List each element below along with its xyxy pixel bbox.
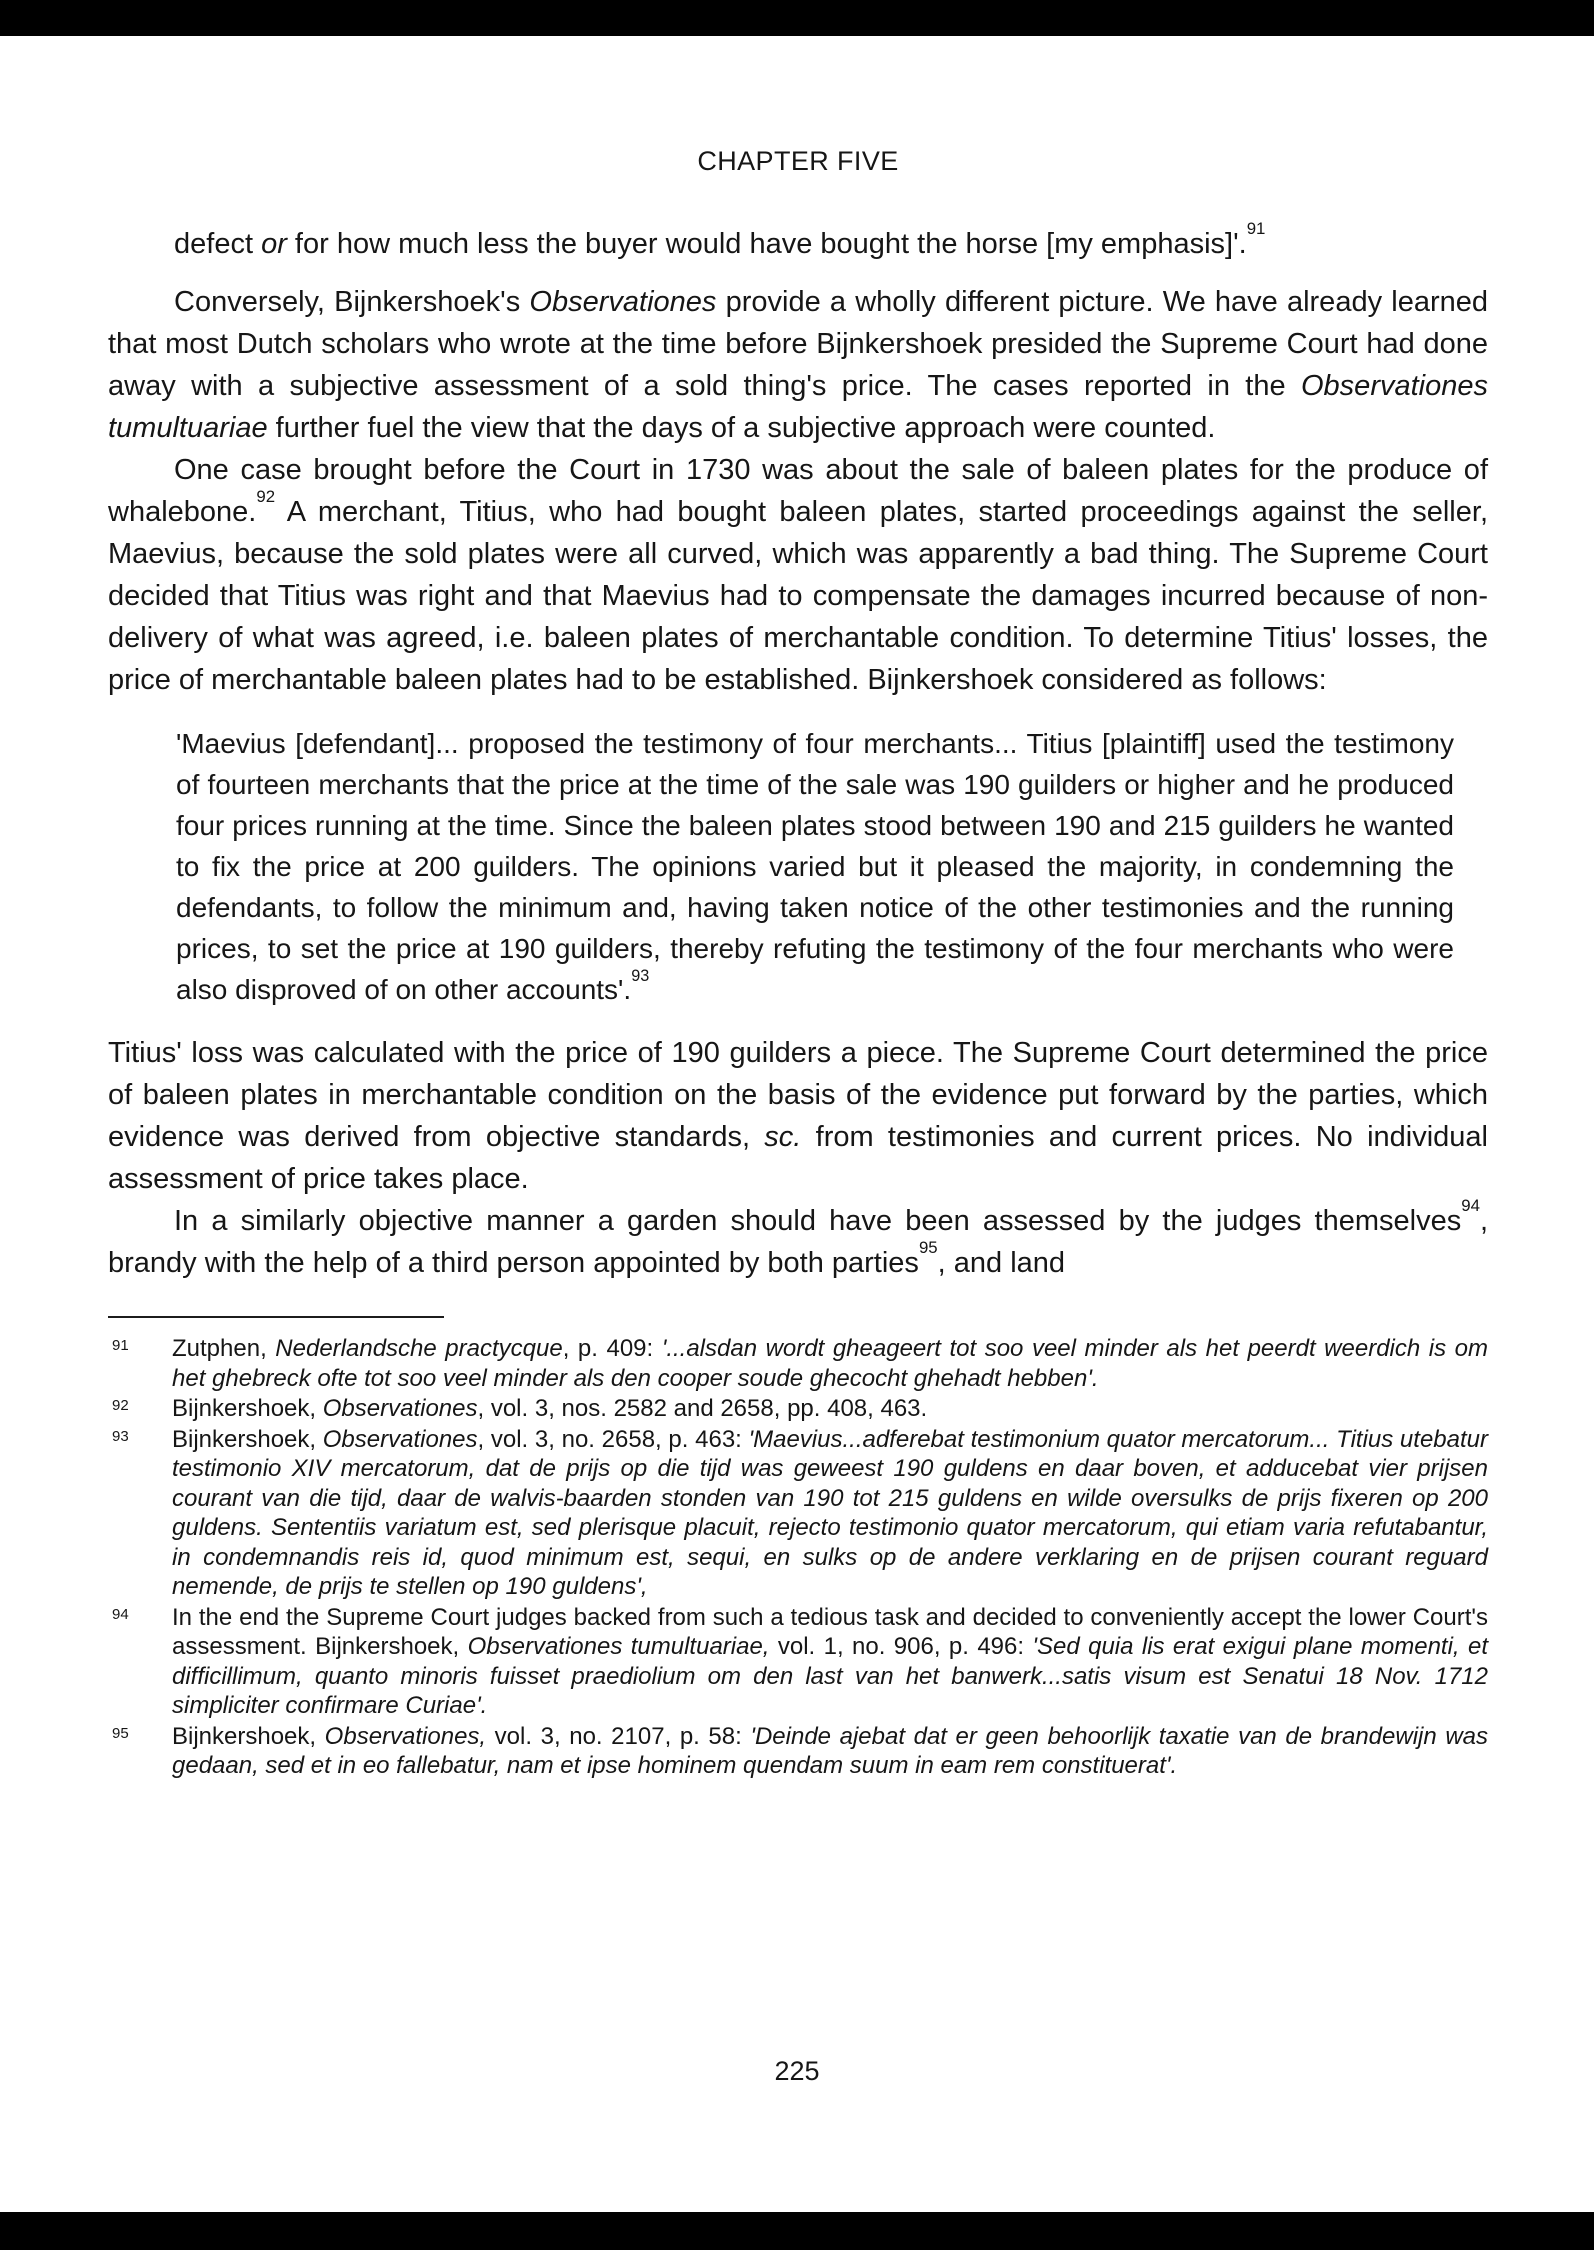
text-run: , and land — [937, 1247, 1066, 1279]
paragraph — [108, 1032, 1488, 1200]
paragraph — [108, 449, 1488, 701]
italic-text: sc. — [764, 1121, 802, 1153]
text-run: further fuel the view that the days of a subjective approach were counted. — [267, 412, 1216, 444]
italic-text: 'Sed quia lis erat exigui plane momenti, et difficillimum, quanto minoris fuisset praediolium om den last van het banwerk...satis visum est Senatui 18 Nov. 1712 simpliciter confirmare Curiae'. — [172, 1633, 1489, 1719]
footnote-ref: 93 — [631, 966, 650, 985]
italic-text: Observationes, — [324, 1722, 487, 1750]
page-number: 225 — [774, 2056, 820, 2086]
footnote-ref: 94 — [1461, 1196, 1480, 1216]
text-run: A merchant, Titius, who had bought baleen plates, started proceedings against the seller, Maevius, because the sold plates were all curved, which was apparently a bad thing. The Supreme Court decided that Titius was right and that Maevius had to compensate the damages incurred because of non-delivery of what was agreed, i.e. baleen plates of merchantable condition. To determine Titius' losses, the price of merchantable baleen plates had to be established. Bijnkershoek considered as follows: — [108, 496, 1488, 696]
paragraph — [108, 281, 1488, 449]
footnote-ref: 95 — [918, 1238, 938, 1258]
text-run: vol. 3, no. 2107, p. 58: — [486, 1722, 751, 1750]
italic-text: or — [261, 228, 287, 260]
block-quote — [176, 723, 1454, 1010]
scan-edge-top — [0, 0, 1594, 36]
footnote — [108, 1334, 1488, 1393]
text-run: provide a wholly different picture. We have already learned that most Dutch scholars who wrote at the time before Bijnkershoek presided the Supreme Court had done away with a subjective assessment of a sold thing's price. The cases reported in the — [108, 286, 1489, 402]
italic-text: Observationes — [322, 1425, 478, 1453]
italic-text: 'Maevius...adferebat testimonium quator mercatorum... Titius utebatur testimonio XIV mercatorum, dat de prijs op die tijd was geweest 190 guldens en daar boven, et adducebat vier prijsen courant van die tijd, daar de walvis-baarden stonden van 190 tot 215 guldens en wilde oversulks de prijs fixeren op 200 guldens. Sententiis variatum est, sed plerisque placuit, rejecto testimonio quator mercatorum, qui etiam varia refutabantur, in condemnandis reis id, quod minimum est, sequi, en sulks op de andere verklaring en de prijsen courant reguard nemende, de prijs te stellen op 190 guldens', — [172, 1425, 1488, 1600]
footnote-ref: 91 — [1246, 219, 1266, 239]
italic-text: Nederlandsche practycque — [275, 1335, 563, 1362]
text-run: Bijnkershoek, — [172, 1395, 323, 1422]
italic-text: '...alsdan wordt gheageert tot soo veel minder als het peerdt weerdich is om het ghebreck ofte tot soo veel minder als den cooper soude ghecocht ghehadt hebben'. — [172, 1335, 1488, 1392]
footnote-number: 92 — [112, 1397, 129, 1414]
italic-text: Observationes — [529, 286, 717, 318]
italic-text: Observationes — [322, 1395, 478, 1422]
text-run: , vol. 3, nos. 2582 and 2658, pp. 408, 463. — [477, 1395, 928, 1422]
italic-text: Observationes tumultuariae — [108, 370, 1488, 444]
italic-text: Observationes tumultuariae, — [467, 1633, 770, 1660]
body-blocks — [108, 219, 1489, 1284]
text-run: for how much less the buyer would have bought the horse [my emphasis]'. — [286, 228, 1247, 260]
text-run: Conversely, Bijnkershoek's — [174, 286, 530, 318]
footnote — [108, 1603, 1488, 1721]
text-run: , brandy with the help of a third person appointed by both parties — [108, 1205, 1488, 1279]
text-run: , p. 409: — [562, 1335, 662, 1362]
scan-edge-bottom — [0, 2212, 1594, 2250]
footnote — [108, 1722, 1488, 1781]
footnote-number: 94 — [112, 1605, 129, 1623]
paragraph — [108, 1196, 1488, 1284]
paragraph — [108, 219, 1488, 265]
chapter-header: CHAPTER FIVE — [697, 146, 899, 176]
footnote-number: 95 — [112, 1724, 129, 1742]
text-run: Bijnkershoek, — [172, 1425, 323, 1453]
text-run: vol. 1, no. 906, p. 496: — [769, 1633, 1033, 1660]
text-run: One case brought before the Court in 1730 was about the sale of baleen plates for the produce of whalebone. — [108, 454, 1488, 528]
page-content — [108, 146, 1488, 1782]
footnote — [108, 1425, 1488, 1602]
footnote-separator — [108, 1316, 444, 1318]
text-run: from testimonies and current prices. No individual assessment of price takes place. — [108, 1121, 1488, 1195]
text-run: Titius' loss was calculated with the price of 190 guilders a piece. The Supreme Court determined the price of baleen plates in merchantable condition on the basis of the evidence put forward by the parties, which evidence was derived from objective standards, — [108, 1037, 1488, 1153]
footnote — [108, 1394, 1488, 1424]
footnote-number: 93 — [112, 1427, 129, 1445]
footnotes — [108, 1334, 1488, 1781]
text-run: Bijnkershoek, — [172, 1722, 325, 1750]
text-run: In a similarly objective manner a garden should have been assessed by the judges themselves — [174, 1205, 1462, 1237]
italic-text: 'Deinde ajebat dat er geen behoorlijk taxatie van de brandewijn was gedaan, sed et in eo fallebatur, nam et ipse hominem quendam suum in eam rem constituerat'. — [172, 1722, 1488, 1779]
text-run: , vol. 3, no. 2658, p. 463: — [477, 1425, 749, 1453]
text-run: In the end the Supreme Court judges backed from such a tedious task and decided to conveniently accept the lower Court's assessment. Bijnkershoek, — [172, 1603, 1488, 1660]
footnote-number: 91 — [112, 1337, 129, 1354]
text-run: 'Maevius [defendant]... proposed the testimony of four merchants... Titius [plaintiff] used the testimony of fourteen merchants that the price at the time of the sale was 190 guilders or higher and he produced four prices running at the time. Since the baleen plates stood between 190 and 215 guilders he wanted to fix the price at 200 guilders. The opinions varied but it pleased the majority, in condemning the defendants, to follow the minimum and, having taken notice of the other testimonies and the running prices, to set the price at 190 guilders, thereby refuting the testimony of the four merchants who were also disproved of on other accounts'. — [176, 728, 1454, 1005]
text-run: Zutphen, — [172, 1335, 276, 1362]
footnote-ref: 92 — [256, 487, 276, 507]
text-run: defect — [174, 228, 262, 260]
